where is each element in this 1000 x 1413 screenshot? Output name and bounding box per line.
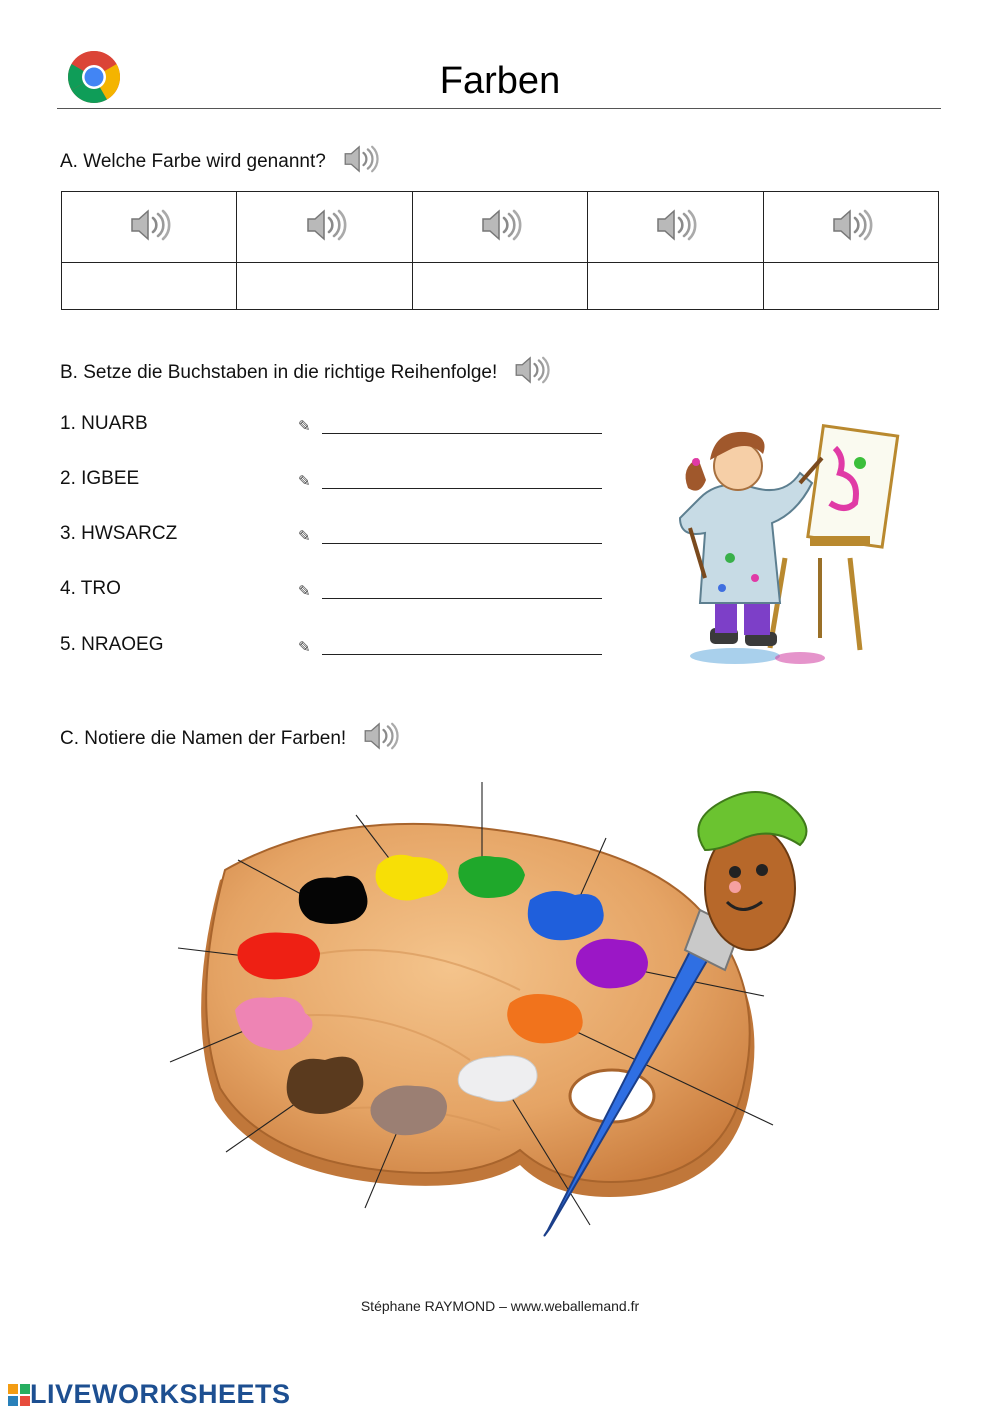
palette-answer-5[interactable] bbox=[55, 926, 179, 950]
section-b-heading bbox=[60, 356, 551, 390]
section-c-prompt: C. Notiere die Namen der Farben! bbox=[60, 728, 347, 749]
speaker-icon[interactable] bbox=[477, 232, 523, 249]
section-a-heading bbox=[60, 145, 380, 179]
unscramble-input-3[interactable] bbox=[322, 521, 602, 544]
header-divider bbox=[57, 108, 941, 109]
jumble-word-4: 4. TRO bbox=[60, 578, 121, 599]
answer-input-4[interactable] bbox=[588, 264, 762, 308]
pencil-icon: ✎ bbox=[298, 528, 311, 545]
palette-answer-11[interactable] bbox=[596, 1225, 720, 1249]
pencil-icon: ✎ bbox=[298, 418, 311, 435]
speaker-icon[interactable] bbox=[340, 145, 380, 179]
liveworksheets-logo-icon bbox=[8, 1384, 30, 1406]
palette-answer-3[interactable] bbox=[430, 760, 554, 784]
unscramble-input-2[interactable] bbox=[322, 466, 602, 489]
answer-cell bbox=[763, 263, 938, 310]
section-a-prompt: A. Welche Farbe wird genannt? bbox=[60, 151, 326, 172]
audio-cell bbox=[412, 192, 587, 263]
palette-answer-2[interactable] bbox=[250, 792, 374, 816]
speaker-icon[interactable] bbox=[360, 722, 400, 756]
section-b-prompt: B. Setze die Buchstaben in die richtige Reihenfolge! bbox=[60, 362, 498, 383]
palette-answer-1[interactable] bbox=[120, 840, 244, 864]
audio-cell bbox=[763, 192, 938, 263]
answer-input-1[interactable] bbox=[62, 264, 236, 308]
pencil-icon: ✎ bbox=[298, 473, 311, 490]
speaker-icon[interactable] bbox=[828, 232, 874, 249]
jumble-word-5: 5. NRAOEG bbox=[60, 634, 164, 655]
pencil-icon: ✎ bbox=[298, 583, 311, 600]
jumble-word-2: 2. IGBEE bbox=[60, 468, 140, 489]
answer-cell bbox=[62, 263, 237, 310]
audio-cell bbox=[588, 192, 763, 263]
speaker-icon[interactable] bbox=[302, 232, 348, 249]
answer-input-5[interactable] bbox=[764, 264, 938, 308]
page-title: Farben bbox=[439, 60, 561, 102]
painter-girl-illustration bbox=[660, 418, 900, 680]
section-c-heading bbox=[60, 722, 400, 756]
speaker-icon[interactable] bbox=[511, 356, 551, 390]
pencil-icon: ✎ bbox=[298, 639, 311, 656]
palette-answer-4[interactable] bbox=[612, 815, 736, 839]
answer-cell bbox=[412, 263, 587, 310]
unscramble-input-1[interactable] bbox=[322, 411, 602, 434]
answer-input-2[interactable] bbox=[237, 264, 411, 308]
speaker-icon[interactable] bbox=[126, 232, 172, 249]
liveworksheets-brand bbox=[8, 1379, 291, 1410]
jumble-word-1: 1. NUARB bbox=[60, 413, 148, 434]
speaker-icon[interactable] bbox=[652, 232, 698, 249]
footer-credit: Stéphane RAYMOND – www.weballemand.fr bbox=[360, 1298, 640, 1314]
listening-table bbox=[61, 191, 939, 310]
brand-name: LIVEWORKSHEETS bbox=[30, 1379, 291, 1409]
audio-cell bbox=[237, 192, 412, 263]
palette-answer-10[interactable] bbox=[300, 1210, 424, 1234]
answer-cell bbox=[588, 263, 763, 310]
audio-cell bbox=[62, 192, 237, 263]
palette-answer-8[interactable] bbox=[778, 1105, 902, 1129]
paint-palette-illustration bbox=[0, 760, 1000, 1260]
unscramble-input-4[interactable] bbox=[322, 576, 602, 599]
answer-cell bbox=[237, 263, 412, 310]
jumble-word-3: 3. HWSARCZ bbox=[60, 523, 178, 544]
unscramble-input-5[interactable] bbox=[322, 632, 602, 655]
palette-answer-6[interactable] bbox=[770, 975, 894, 999]
answer-input-3[interactable] bbox=[413, 264, 587, 308]
palette-answer-7[interactable] bbox=[50, 1050, 174, 1074]
palette-answer-9[interactable] bbox=[100, 1140, 224, 1164]
